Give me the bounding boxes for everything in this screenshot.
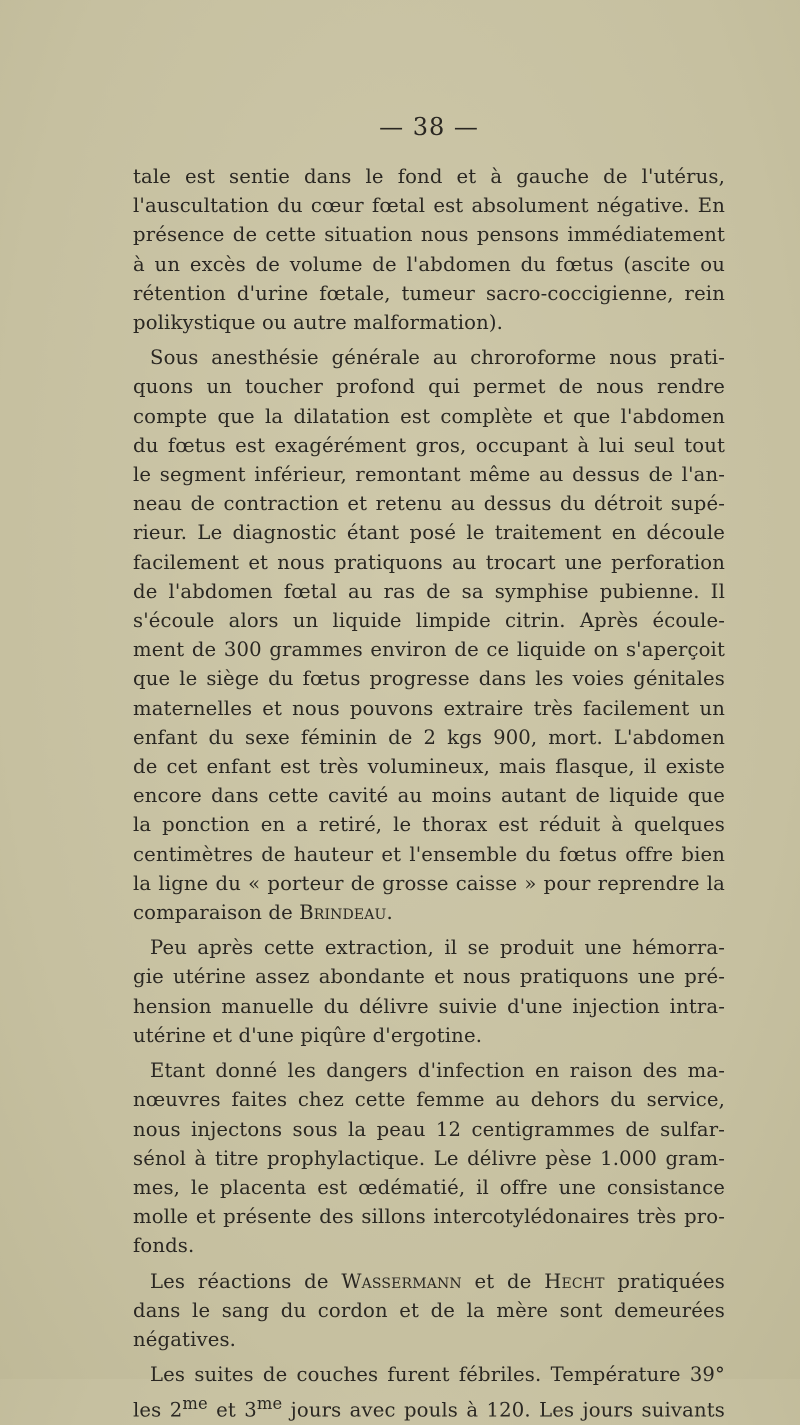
text-line: nous injectons sous la peau 12 centigrammes de sulfar- [133, 1117, 725, 1141]
text-line: fonds. [133, 1234, 195, 1258]
text-line [133, 1389, 725, 1425]
document-page [133, 112, 725, 1425]
text-fragment: Les réactions de [150, 1269, 329, 1293]
text-line: ment de 300 grammes environ de ce liquide on s'aperçoit [133, 638, 725, 662]
text-line: nœuvres faites chez cette femme au dehors du service, [133, 1088, 725, 1112]
text-line: utérine et d'une piqûre d'ergotine. [133, 1023, 483, 1047]
text-line: rétention d'urine fœtale, tumeur sacro-coccigienne, rein [133, 281, 725, 305]
text-line: sénol à titre prophylactique. Le délivre pèse 1.000 gram- [133, 1146, 725, 1170]
text-line: présence de cette situation nous pensons immédiatement [133, 223, 725, 247]
text-line: quons un toucher profond qui permet de nous rendre [133, 375, 725, 399]
paragraph-2 [133, 343, 725, 927]
text-line: maternelles et nous pouvons extraire très facilement un [133, 696, 725, 720]
text-line: tale est sentie dans le fond et à gauche de l'utérus, [133, 165, 725, 188]
text-line: mes, le placenta est œdématié, il offre une consistance [133, 1175, 725, 1199]
text-line: gie utérine assez abondante et nous pratiquons une pré- [133, 965, 725, 989]
text-line: neau de contraction et retenu au dessus du détroit supé- [133, 492, 725, 516]
paragraph-4 [133, 1056, 725, 1260]
text-line [133, 898, 725, 927]
text-line: que le siège du fœtus progresse dans les voies génitales [133, 667, 725, 691]
text-line: polikystique ou autre malformation). [133, 311, 504, 335]
text-line: Peu après cette extraction, il se produit une hémorra- [150, 936, 725, 960]
text-line: Les suites de couches furent fébriles. Température 39° [150, 1363, 725, 1387]
author-name: Brindeau. [299, 901, 393, 925]
text-line: rieur. Le diagnostic étant posé le traitement en découle [133, 521, 725, 545]
text-line: facilement et nous pratiquons au trocart une perforation [133, 550, 725, 574]
text-line: compte que la dilatation est complète et que l'abdomen [133, 404, 725, 428]
text-fragment: et 3 [207, 1398, 257, 1422]
page-number: — 38 — [379, 113, 479, 141]
text-line: dans le sang du cordon et de la mère sont demeurées [133, 1298, 725, 1322]
text-line: centimètres de hauteur et l'ensemble du fœtus offre bien [133, 842, 725, 866]
text-line: l'auscultation du cœur fœtal est absolument négative. En [133, 194, 725, 218]
text-line [133, 1267, 725, 1296]
text-line: négatives. [133, 1327, 237, 1351]
paragraph-1 [133, 162, 725, 337]
superscript: me [256, 1394, 283, 1414]
text-line: Sous anesthésie générale au chroroforme nous prati- [150, 346, 725, 370]
text-line: la ligne du « porteur de grosse caisse » pour reprendre la [133, 871, 725, 895]
text-fragment: jours avec pouls à 120. Les jours suivants [282, 1398, 725, 1422]
superscript: me [182, 1394, 208, 1414]
text-line: du fœtus est exagérément gros, occupant à lui seul tout [133, 433, 725, 457]
text-line: enfant du sexe féminin de 2 kgs 900, mort. L'abdomen [133, 725, 725, 749]
text-line: encore dans cette cavité au moins autant de liquide que [133, 784, 725, 808]
text-fragment: comparaison de [133, 901, 293, 925]
text-line: de l'abdomen fœtal au ras de sa symphise pubienne. Il [133, 579, 725, 603]
author-name: Wassermann [341, 1269, 462, 1293]
text-line: le segment inférieur, remontant même au dessus de l'an- [133, 463, 725, 487]
text-fragment: et de [474, 1269, 532, 1293]
paragraph-6 [133, 1360, 725, 1425]
text-line: hension manuelle du délivre suivie d'une injection intra- [133, 994, 725, 1018]
text-line: Etant donné les dangers d'infection en raison des ma- [150, 1059, 725, 1083]
text-line: de cet enfant est très volumineux, mais flasque, il existe [133, 755, 725, 779]
text-line: la ponction en a retiré, le thorax est réduit à quelques [133, 813, 725, 837]
text-fragment: les 2 [133, 1398, 183, 1422]
paragraph-3 [133, 933, 725, 1050]
author-name: Hecht [544, 1269, 605, 1293]
text-line: s'écoule alors un liquide limpide citrin. Après écoule- [133, 609, 725, 633]
text-fragment: pratiquées [617, 1269, 725, 1293]
paragraph-5 [133, 1267, 725, 1355]
text-line: à un excès de volume de l'abdomen du fœtus (ascite ou [133, 252, 725, 276]
text-line: molle et présente des sillons intercotylédonaires très pro- [133, 1205, 725, 1229]
